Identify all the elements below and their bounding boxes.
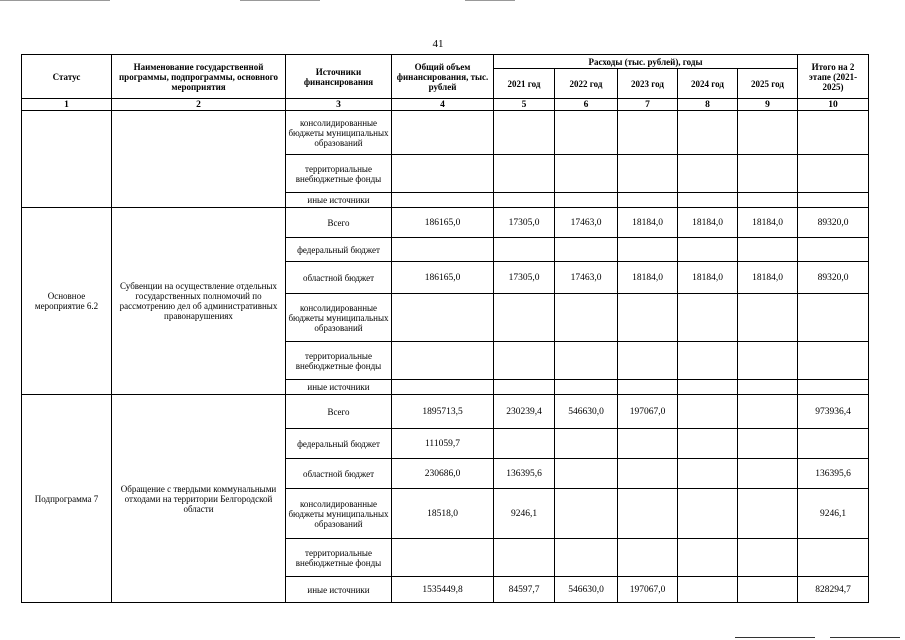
page-number: 41 [432,38,444,50]
value-cell-y2023 [618,459,678,489]
header-status: Статус [22,55,112,99]
value-cell-itogo: 973936,4 [798,395,869,429]
value-cell-y2021: 9246,1 [494,489,555,539]
col-index: 6 [555,99,618,111]
value-cell-y2023 [618,111,678,155]
value-cell-total [392,155,494,193]
value-cell-y2022 [555,380,618,395]
value-cell-itogo [798,380,869,395]
value-cell-y2021 [494,294,555,342]
source-cell: областной бюджет [286,262,392,294]
value-cell-total: 230686,0 [392,459,494,489]
value-cell-y2021 [494,429,555,459]
header-year-2022: 2022 год [555,69,618,99]
value-cell-y2021 [494,238,555,262]
status-cell: Подпрограмма 7 [22,395,112,603]
value-cell-y2024: 18184,0 [678,262,738,294]
value-cell-y2021 [494,380,555,395]
value-cell-itogo [798,238,869,262]
scan-edge-mark [240,0,320,1]
source-cell: территориальные внебюджетные фонды [286,155,392,193]
header-year-2023: 2023 год [618,69,678,99]
value-cell-y2024 [678,395,738,429]
value-cell-y2024 [678,294,738,342]
value-cell-itogo: 828294,7 [798,577,869,603]
value-cell-y2022: 17463,0 [555,262,618,294]
value-cell-y2024 [678,380,738,395]
value-cell-y2024 [678,539,738,577]
value-cell-total [392,193,494,208]
value-cell-y2025 [738,342,798,380]
source-cell: федеральный бюджет [286,238,392,262]
value-cell-y2021 [494,155,555,193]
program-name-cell: Субвенции на осуществление отдельных государственных полномочий по рассмотрению дел об административных правонарушениях [112,208,286,395]
col-index: 3 [286,99,392,111]
value-cell-total: 186165,0 [392,208,494,238]
header-expenses: Расходы (тыс. рублей), годы [494,55,798,69]
header-year-2021: 2021 год [494,69,555,99]
value-cell-y2023: 18184,0 [618,208,678,238]
value-cell-y2024 [678,429,738,459]
col-index: 4 [392,99,494,111]
value-cell-y2021: 230239,4 [494,395,555,429]
value-cell-y2022 [555,193,618,208]
source-cell: консолидированные бюджеты муниципальных образований [286,111,392,155]
col-index: 9 [738,99,798,111]
value-cell-y2021: 136395,6 [494,459,555,489]
header-itogo: Итого на 2 этапе (2021-2025) [798,55,869,99]
value-cell-y2025 [738,238,798,262]
col-index: 2 [112,99,286,111]
value-cell-y2024 [678,342,738,380]
value-cell-y2023 [618,429,678,459]
status-cell [22,111,112,208]
value-cell-itogo [798,155,869,193]
value-cell-y2022 [555,294,618,342]
scan-edge-mark [735,637,815,638]
table-body [22,111,869,603]
value-cell-y2022 [555,155,618,193]
value-cell-total: 1535449,8 [392,577,494,603]
scan-edge-mark [465,0,515,1]
value-cell-y2023 [618,155,678,193]
value-cell-y2021 [494,342,555,380]
value-cell-total: 1895713,5 [392,395,494,429]
value-cell-y2025 [738,429,798,459]
value-cell-y2022 [555,429,618,459]
col-index: 1 [22,99,112,111]
value-cell-y2024 [678,193,738,208]
value-cell-y2021 [494,111,555,155]
scan-edge-mark [0,0,110,1]
value-cell-y2022 [555,342,618,380]
value-cell-y2022 [555,459,618,489]
header-year-2025: 2025 год [738,69,798,99]
value-cell-y2025 [738,193,798,208]
source-cell: областной бюджет [286,459,392,489]
header-name: Наименование государственной программы, подпрограммы, основного мероприятия [112,55,286,99]
value-cell-y2022 [555,539,618,577]
value-cell-y2023 [618,539,678,577]
source-cell: иные источники [286,380,392,395]
col-index: 5 [494,99,555,111]
header-total-volume: Общий объем финансирования, тыс. рублей [392,55,494,99]
source-cell: территориальные внебюджетные фонды [286,539,392,577]
value-cell-itogo: 89320,0 [798,208,869,238]
value-cell-y2023: 197067,0 [618,395,678,429]
value-cell-y2022 [555,111,618,155]
value-cell-total: 111059,7 [392,429,494,459]
value-cell-y2024 [678,459,738,489]
value-cell-y2024 [678,238,738,262]
value-cell-y2023 [618,489,678,539]
value-cell-itogo [798,294,869,342]
value-cell-y2022 [555,238,618,262]
value-cell-y2024 [678,111,738,155]
value-cell-y2023 [618,380,678,395]
source-cell: консолидированные бюджеты муниципальных образований [286,294,392,342]
source-cell: территориальные внебюджетные фонды [286,342,392,380]
value-cell-y2024 [678,155,738,193]
value-cell-y2025 [738,577,798,603]
header-year-2024: 2024 год [678,69,738,99]
source-cell: иные источники [286,193,392,208]
program-name-cell [112,111,286,208]
source-cell: консолидированные бюджеты муниципальных образований [286,489,392,539]
value-cell-y2024 [678,489,738,539]
status-cell: Основное мероприятие 6.2 [22,208,112,395]
value-cell-y2021: 84597,7 [494,577,555,603]
value-cell-y2025 [738,294,798,342]
value-cell-total [392,539,494,577]
col-index: 10 [798,99,869,111]
value-cell-y2024: 18184,0 [678,208,738,238]
scan-edge-mark [830,637,900,638]
value-cell-itogo [798,429,869,459]
value-cell-y2021: 17305,0 [494,208,555,238]
value-cell-y2022: 546630,0 [555,395,618,429]
value-cell-y2021: 17305,0 [494,262,555,294]
value-cell-itogo [798,111,869,155]
value-cell-y2023 [618,294,678,342]
value-cell-y2025 [738,539,798,577]
table-row [22,395,869,429]
value-cell-total [392,380,494,395]
value-cell-itogo: 9246,1 [798,489,869,539]
value-cell-total [392,342,494,380]
value-cell-y2025 [738,155,798,193]
value-cell-total [392,238,494,262]
value-cell-itogo: 89320,0 [798,262,869,294]
source-cell: Всего [286,395,392,429]
table-row [22,208,869,238]
value-cell-itogo: 136395,6 [798,459,869,489]
value-cell-y2023: 197067,0 [618,577,678,603]
value-cell-y2021 [494,193,555,208]
value-cell-y2023 [618,342,678,380]
value-cell-y2025 [738,111,798,155]
financing-table [21,54,869,603]
source-cell: Всего [286,208,392,238]
source-cell: иные источники [286,577,392,603]
value-cell-y2022 [555,489,618,539]
value-cell-y2023: 18184,0 [618,262,678,294]
value-cell-total [392,294,494,342]
value-cell-y2023 [618,193,678,208]
table-row [22,111,869,155]
value-cell-itogo [798,342,869,380]
value-cell-itogo [798,193,869,208]
value-cell-y2022: 546630,0 [555,577,618,603]
value-cell-y2022: 17463,0 [555,208,618,238]
value-cell-y2023 [618,238,678,262]
value-cell-y2025 [738,380,798,395]
value-cell-total: 186165,0 [392,262,494,294]
program-name-cell: Обращение с твердыми коммунальными отходами на территории Белгородской области [112,395,286,603]
value-cell-y2025 [738,395,798,429]
value-cell-y2025 [738,489,798,539]
value-cell-y2025 [738,459,798,489]
header-sources: Источники финансирования [286,55,392,99]
col-index: 8 [678,99,738,111]
value-cell-y2025: 18184,0 [738,208,798,238]
value-cell-total [392,111,494,155]
source-cell: федеральный бюджет [286,429,392,459]
value-cell-y2021 [494,539,555,577]
col-index: 7 [618,99,678,111]
value-cell-total: 18518,0 [392,489,494,539]
value-cell-itogo [798,539,869,577]
value-cell-y2024 [678,577,738,603]
value-cell-y2025: 18184,0 [738,262,798,294]
